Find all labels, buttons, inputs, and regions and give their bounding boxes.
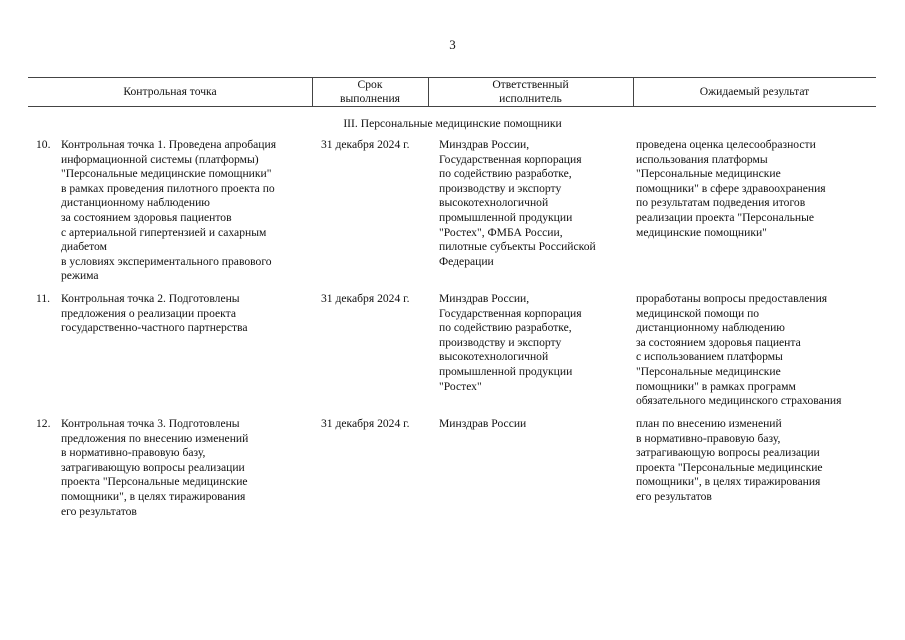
result-text: план по внесению изменений в нормативно-правовую базу, затрагивающую вопросы реализации проекта "Персональные медицинские помощники", в целях тиражирования его результатов [636, 417, 823, 503]
page-number: 3 [449, 37, 456, 52]
row-number: 11. [36, 292, 51, 305]
result-text: проработаны вопросы предоставления медицинской помощи по дистанционному наблюдению за состоянием здоровья пациента с использованием платформы "Персональные медицинские помощники" в рамках программ обязательного медицинского страхования [636, 292, 842, 408]
deadline-text: 31 декабря 2024 г. [321, 417, 410, 430]
header-deadline: Срок выполнения [340, 78, 400, 105]
header-checkpoint: Контрольная точка [123, 85, 217, 98]
result-text: проведена оценка целесообразности использования платформы "Персональные медицинские помощники" в сфере здравоохранения по результатам подведения итогов реализации проекта "Персональные медицинские помощники" [636, 138, 826, 239]
header-responsible: Ответственный исполнитель [492, 78, 569, 105]
row-number: 12. [36, 417, 51, 430]
responsible-text: Минздрав России, Государственная корпорация по содействию разработке, производству и экспорту высокотехнологичной промышленной продукции "Ростех", ФМБА России, пилотные субъекты Российской Федерации [439, 138, 596, 268]
checkpoint-text: Контрольная точка 1. Проведена апробация информационной системы (платформы) "Персональные медицинские помощники" в рамках проведения пилотного проекта по дистанционному наблюдению за состоянием здоровья пациентов с артериальной гипертензией и сахарным диабетом в условиях экспериментального правового режима [61, 138, 277, 283]
checkpoint-text: Контрольная точка 2. Подготовлены предложения о реализации проекта государственно-частного партнерства [61, 292, 248, 335]
section-title: III. Персональные медицинские помощники [343, 117, 562, 130]
deadline-text: 31 декабря 2024 г. [321, 138, 410, 151]
responsible-text: Минздрав России, Государственная корпорация по содействию разработке, производству и экспорту высокотехнологичной промышленной продукции "Ростех" [439, 292, 582, 393]
responsible-text: Минздрав России [439, 417, 527, 430]
row-number: 10. [36, 138, 51, 151]
checkpoint-text: Контрольная точка 3. Подготовлены предложения по внесению изменений в нормативно-правовую базу, затрагивающую вопросы реализации проекта "Персональные медицинские помощники", в целях тиражирования его результатов [61, 417, 249, 518]
header-result: Ожидаемый результат [699, 85, 810, 98]
deadline-text: 31 декабря 2024 г. [321, 292, 410, 305]
header-bottom-border [28, 106, 876, 107]
